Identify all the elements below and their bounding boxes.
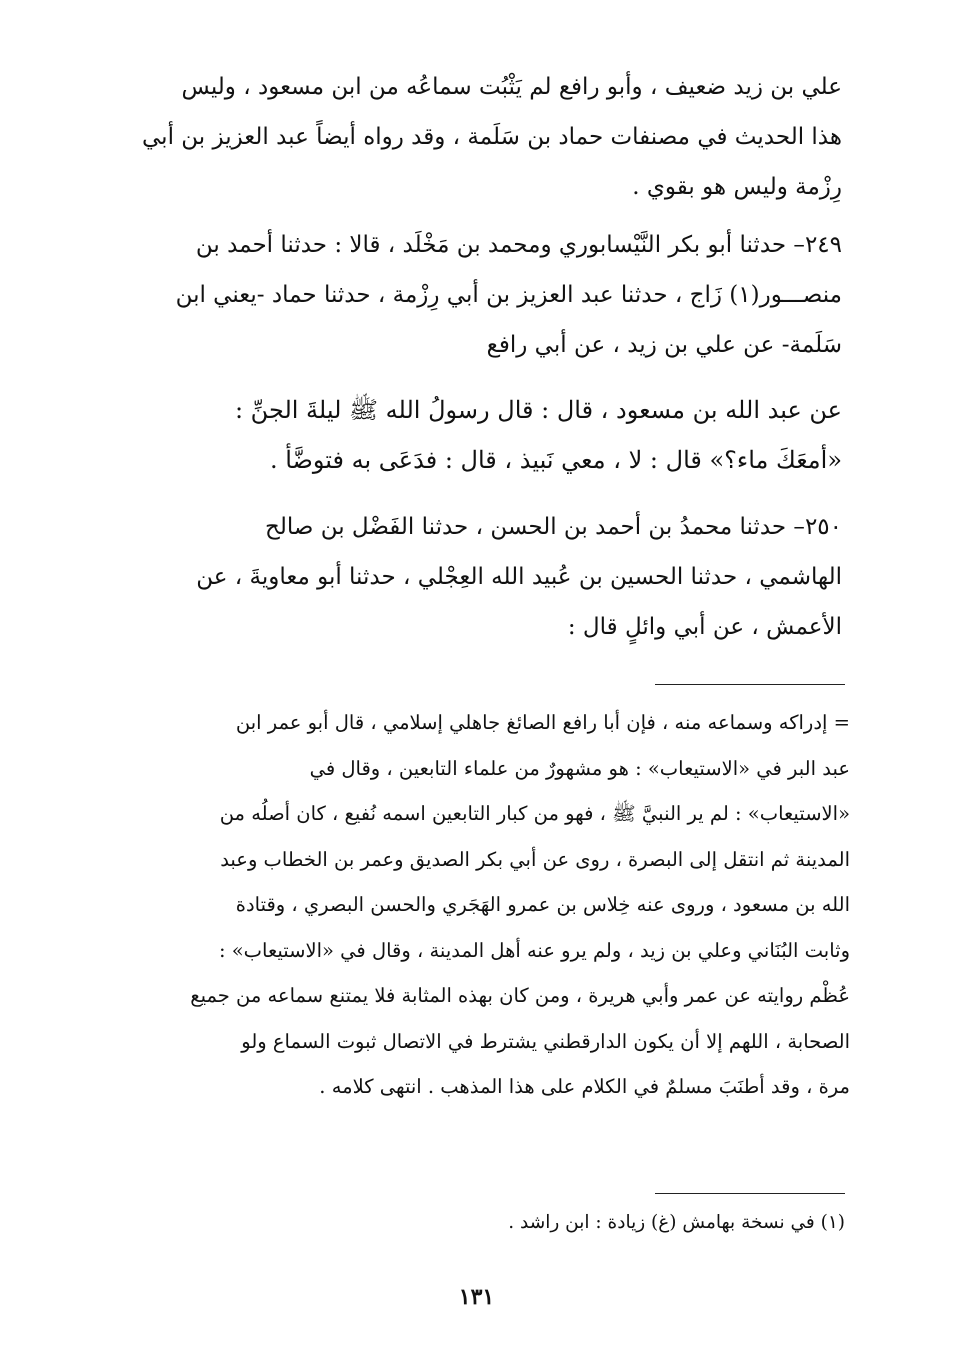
main-line: الهاشمي ، حدثنا الحسين بن عُبيد الله العِجْلي ، حدثنا أبو معاويةَ ، عن	[196, 564, 842, 590]
page-number: ١٣١	[458, 1284, 495, 1310]
footnote-line: المدينة ثم انتقل إلى البصرة ، روى عن أبي بكر الصديق وعمر بن الخطاب وعبد	[220, 847, 850, 871]
main-line: علي بن زيد ضعيف ، وأبو رافع لم يَثْبُت سماعُه من ابن مسعود ، وليس	[181, 74, 842, 100]
footnote-line: عبد البر في «الاستيعاب» : هو مشهورٌ من علماء التابعين ، وقال في	[309, 756, 850, 780]
main-line: ٢٥٠– حدثنا محمدُ بن أحمد بن الحسن ، حدثنا الفَضْل بن صالح	[265, 514, 842, 540]
footnote-line: الله بن مسعود ، وروى عنه خِلاس بن عمرو الهَجَري والحسن البصري ، وقتادة	[235, 893, 850, 916]
footnote-separator-2	[655, 1193, 845, 1194]
main-line: منصـــور(١) زَاج ، حدثنا عبد العزيز بن أبي رِزْمة ، حدثنا حماد -يعني ابن	[175, 282, 842, 308]
footnote-separator	[655, 684, 845, 685]
main-line: «أمعَكَ ماء؟» قال : لا ، معي نَبيذ ، قال : فدَعَى به فتوضَّأ .	[269, 446, 842, 474]
footnote-line: = إدراكه وسماعه منه ، فإن أبا رافع الصائغ جاهلي إسلامي ، قال أبو عمر ابن	[235, 711, 850, 734]
main-line: سَلَمة- عن علي بن زيد ، عن أبي رافع	[486, 332, 842, 358]
hadith-250-isnad	[120, 502, 842, 652]
main-line: هذا الحديث في مصنفات حماد بن سَلَمة ، وقد رواه أيضاً عبد العزيز بن أبي	[142, 124, 842, 150]
footnote-line: وثابت البُنَاني وعلي بن زيد ، ولم يرو عنه أهل المدينة ، وقال في «الاستيعاب» :	[218, 938, 850, 962]
main-line: رِزْمة وليس هو بقوي .	[632, 174, 842, 200]
hadith-249-isnad	[120, 220, 842, 370]
footnote-line: عُظْم روايته عن عمر وأبي هريرة ، ومن كان بهذه المثابة فلا يمتنع سماعه من جميع	[190, 984, 850, 1007]
footnote-line: الصحابة ، اللهم إلا أن يكون الدارقطني يشترط في الاتصال ثبوت السماع ولو	[241, 1029, 850, 1053]
main-line: عن عبد الله بن مسعود ، قال : قال رسولُ الله ﷺ ليلةَ الجنِّ :	[234, 396, 842, 424]
hadith-249-matn	[120, 385, 842, 485]
main-text	[120, 62, 842, 212]
main-line: ٢٤٩– حدثنا أبو بكر النَّيْسابوري ومحمد بن مَخْلَد ، قالا : حدثنا أحمد بن	[195, 232, 842, 258]
footnote-1: (١) في نسخة بهامش (غ) زيادة : ابن راشد .	[508, 1212, 845, 1233]
main-line: الأعمش ، عن أبي وائلٍ قال :	[567, 614, 842, 640]
footnote-line: مرة ، وقد أطنَبَ مسلمٌ في الكلام على هذا المذهب . انتهى كلامه .	[319, 1075, 850, 1098]
footnote-line: «الاستيعاب» : لم ير النبيَّ ﷺ ، فهو من كبار التابعين اسمه نُفيع ، كان أصلُه من	[219, 802, 850, 825]
footnote-continuation	[125, 700, 850, 1110]
